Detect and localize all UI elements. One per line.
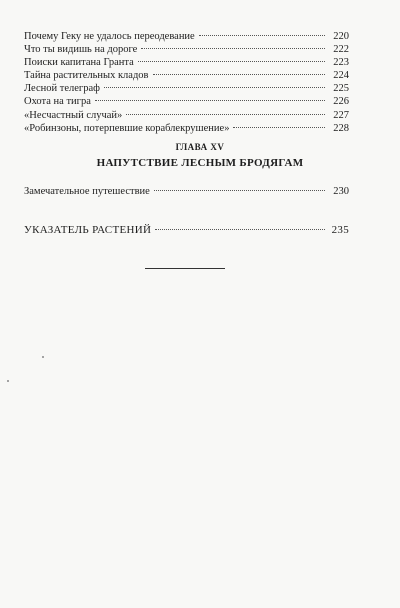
dot-leader [154,190,325,191]
toc-entry [24,95,349,108]
toc-entry [24,43,349,56]
dot-leader [104,87,325,88]
toc-entry-title: «Робинзоны, потерпевшие кораблекрушение» [24,122,230,134]
toc-entry-title: Лесной телеграф [24,83,100,95]
divider-rule [145,268,225,269]
dot-leader [155,229,325,230]
chapter-entries [24,185,349,198]
index-page: 235 [331,224,349,236]
toc-entry-page: 223 [333,57,349,69]
toc-entry [24,185,349,198]
toc-entry-page: 228 [333,122,349,134]
index-title: УКАЗАТЕЛЬ РАСТЕНИЙ [24,224,152,236]
toc-entry-title: Замечательное путешествие [24,186,150,197]
toc-entry [24,82,349,95]
paper-speck [7,380,9,382]
toc-entry-title: Что ты видишь на дороге [24,44,138,56]
toc-entry-title: Почему Геку не удалось переодевание [24,31,195,42]
toc-entry-page: 227 [333,109,349,121]
index-entry [24,224,349,237]
chapter-heading [0,142,400,169]
toc-entry-page: 220 [333,31,349,42]
dot-leader [153,74,326,75]
toc-entry-title: «Несчастный случай» [24,109,123,121]
toc-entry-title: Охота на тигра [24,96,91,108]
toc-entry-page: 226 [333,96,349,108]
dot-leader [95,100,325,101]
toc-entry-title: Поиски капитана Гранта [24,57,134,69]
toc-entry-page: 222 [333,44,349,56]
toc-entry-page: 230 [333,186,349,197]
toc-entry-title: Тайна растительных кладов [24,70,149,82]
toc-list [24,30,349,135]
toc-entry [24,224,349,237]
dot-leader [138,61,325,62]
dot-leader [126,114,325,115]
paper-speck [42,356,44,358]
toc-entry-page: 224 [333,70,349,82]
toc-entry [24,56,349,69]
chapter-title: НАПУТСТВИЕ ЛЕСНЫМ БРОДЯГАМ [96,157,304,169]
dot-leader [233,127,325,128]
toc-entry [24,122,349,135]
toc-entry [24,30,349,43]
toc-entry-page: 225 [333,83,349,95]
toc-entry [24,109,349,122]
chapter-label: ГЛАВА XV [175,142,225,152]
toc-entry [24,69,349,82]
dot-leader [141,48,325,49]
dot-leader [199,35,325,36]
